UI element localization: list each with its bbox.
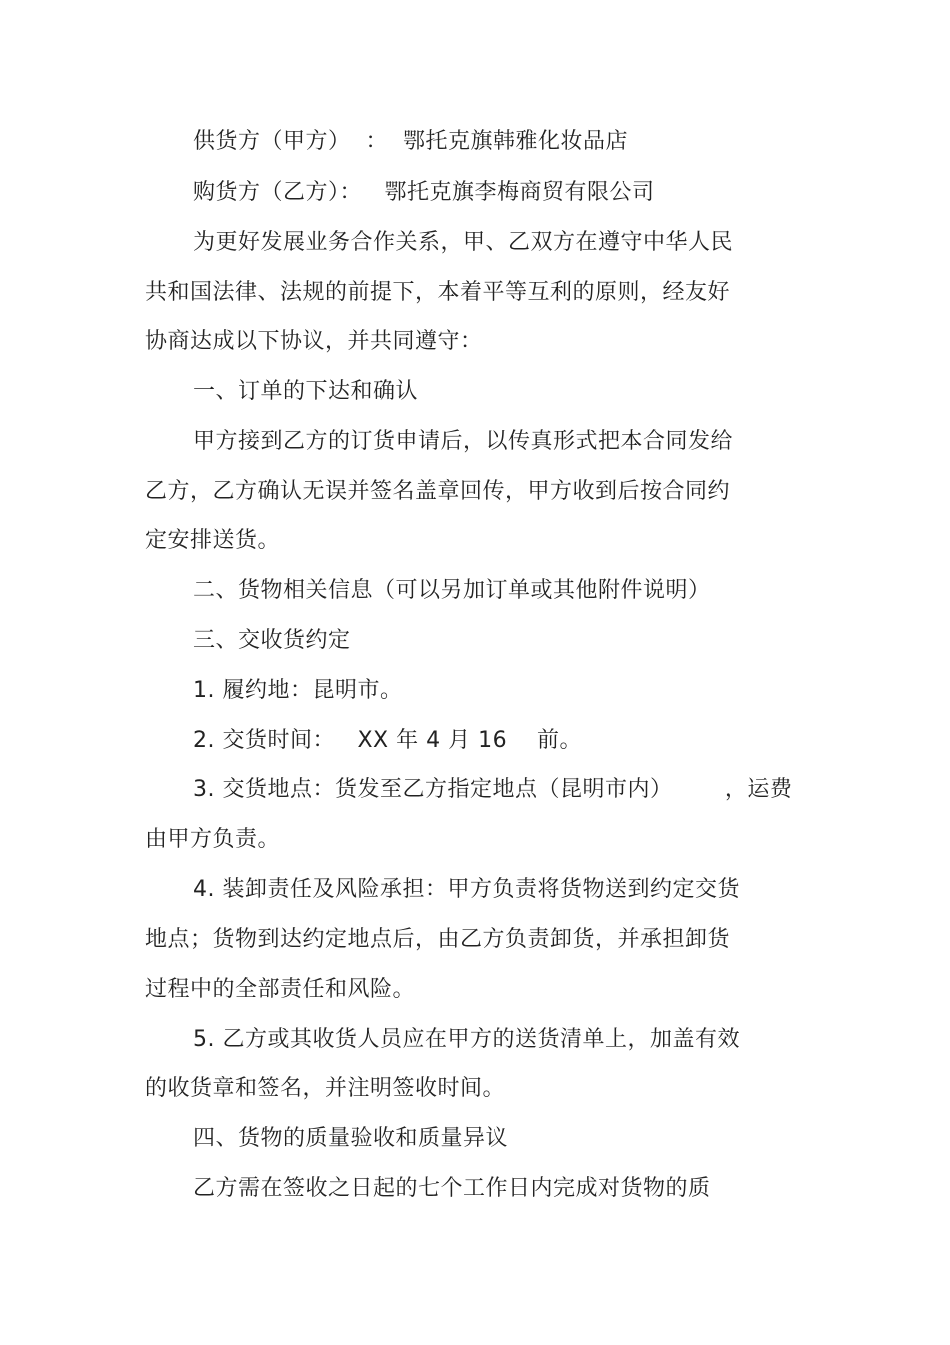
preamble-line-1: 为更好发展业务合作关系，甲、乙双方在遵守中华人民 <box>193 230 734 255</box>
section-4-paragraph-line-1: 乙方需在签收之日起的七个工作日内完成对货物的质 <box>193 1176 711 1201</box>
item-3-line-2: 由甲方负责。 <box>145 827 281 852</box>
section-1-paragraph-line-1: 甲方接到乙方的订货申请后，以传真形式把本合同发给 <box>193 429 734 454</box>
item-2-line: 2. 交货时间： XX 年 4 月 16 前。 <box>193 728 583 753</box>
item-3-line-1: 3. 交货地点：货发至乙方指定地点（昆明市内） ，运费 <box>193 777 793 802</box>
section-1-paragraph-line-2: 乙方，乙方确认无误并签名盖章回传，甲方收到后按合同约 <box>145 479 731 504</box>
section-4-heading: 四、货物的质量验收和质量异议 <box>193 1126 509 1151</box>
item-4-line-1: 4. 装卸责任及风险承担：甲方负责将货物送到约定交货 <box>193 877 740 902</box>
item-4-line-2: 地点；货物到达约定地点后，由乙方负责卸货，并承担卸货 <box>145 927 731 952</box>
preamble-line-2: 共和国法律、法规的前提下，本着平等互利的原则，经友好 <box>145 280 731 305</box>
item-5-line-1: 5. 乙方或其收货人员应在甲方的送货清单上，加盖有效 <box>193 1027 740 1052</box>
section-3-heading: 三、交收货约定 <box>193 628 351 653</box>
section-1-heading: 一、订单的下达和确认 <box>193 379 419 404</box>
section-2-heading: 二、货物相关信息（可以另加订单或其他附件说明） <box>193 578 711 603</box>
item-4-line-3: 过程中的全部责任和风险。 <box>145 977 416 1002</box>
preamble-line-3: 协商达成以下协议，并共同遵守： <box>145 329 483 354</box>
item-1-line: 1. 履约地：昆明市。 <box>193 678 403 703</box>
buyer-line: 购货方（乙方）： 鄂托克旗李梅商贸有限公司 <box>193 180 655 205</box>
section-1-paragraph-line-3: 定安排送货。 <box>145 528 281 553</box>
supplier-line: 供货方（甲方） ： 鄂托克旗韩雅化妆品店 <box>193 129 628 154</box>
item-5-line-2: 的收货章和签名，并注明签收时间。 <box>145 1076 506 1101</box>
